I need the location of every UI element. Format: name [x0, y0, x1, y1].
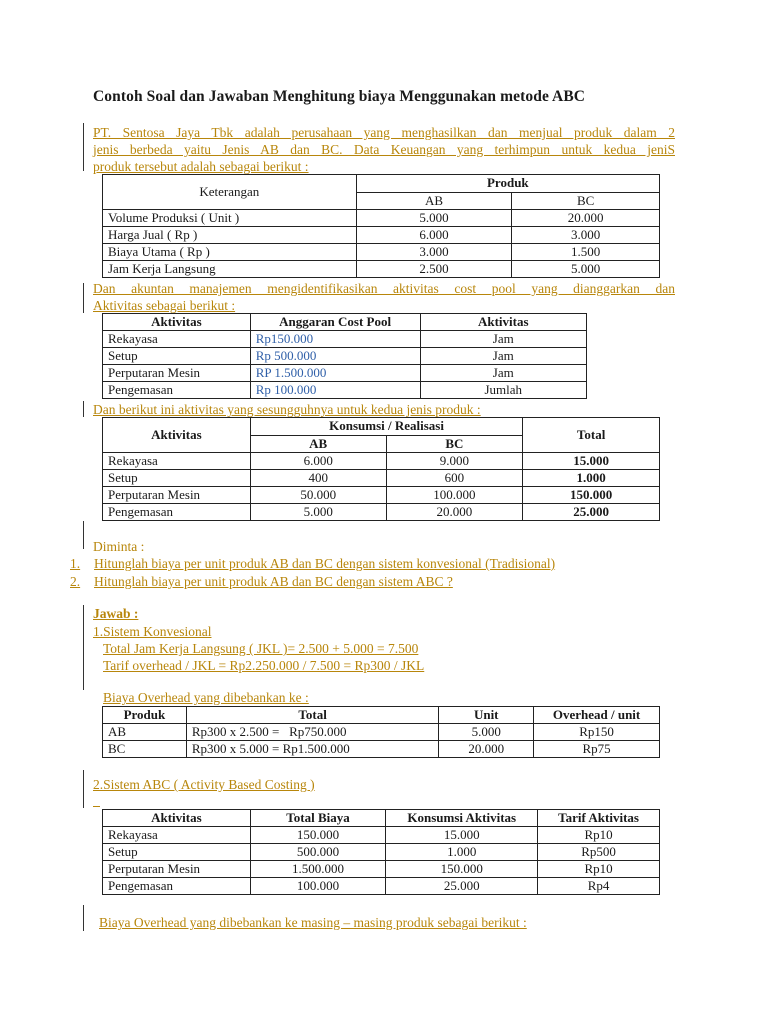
cell: 50.000	[250, 487, 386, 504]
change-marker	[83, 521, 84, 549]
cell: 3.000	[512, 227, 660, 244]
cell: Perputaran Mesin	[103, 487, 251, 504]
header-produk: Produk	[356, 175, 659, 193]
cell: 600	[386, 470, 523, 487]
table-row	[103, 827, 660, 844]
cell: Rekayasa	[103, 331, 251, 348]
cell: Perputaran Mesin	[103, 365, 251, 382]
header-bc: BC	[512, 192, 660, 210]
table-row	[103, 504, 660, 521]
intro-line: PT. Sentosa Jaya Tbk adalah perusahaan yang menghasilkan dan menjual produk dalam 2	[93, 125, 675, 140]
table-row	[103, 861, 660, 878]
cell: Rp 100.000	[250, 382, 420, 399]
cell: 20.000	[439, 741, 534, 758]
table-row	[103, 844, 660, 861]
cell: 6.000	[356, 227, 512, 244]
header-ab: AB	[356, 192, 512, 210]
header-keterangan: Keterangan	[103, 175, 357, 210]
product-data-table	[102, 174, 660, 278]
header-total-biaya: Total Biaya	[250, 810, 386, 827]
cell: 1.000	[523, 470, 660, 487]
table-row	[103, 724, 660, 741]
header-aktivitas-unit: Aktivitas	[420, 314, 586, 331]
overhead-label: Biaya Overhead yang dibebankan ke :	[103, 690, 309, 705]
cell: 400	[250, 470, 386, 487]
table-row	[103, 382, 587, 399]
cell: Pengemasan	[103, 504, 251, 521]
header-total: Total	[186, 707, 439, 724]
jkl-text: Total Jam Kerja Langsung ( JKL )= 2.500 + 5.000 = 7.500	[103, 641, 419, 656]
change-marker	[83, 770, 84, 808]
cell: Rp500	[538, 844, 660, 861]
cell: 9.000	[386, 453, 523, 470]
cell: Rp75	[534, 741, 660, 758]
header-konsumsi-aktivitas: Konsumsi Aktivitas	[386, 810, 538, 827]
change-marker	[83, 283, 84, 313]
cost-pool-table	[102, 313, 587, 399]
table-row	[103, 470, 660, 487]
cell: Perputaran Mesin	[103, 861, 251, 878]
cell: 15.000	[386, 827, 538, 844]
cell: 25.000	[386, 878, 538, 895]
cell: Volume Produksi ( Unit )	[103, 210, 357, 227]
cell: 1.000	[386, 844, 538, 861]
section2-heading: 2.Sistem ABC ( Activity Based Costing )	[93, 777, 315, 792]
table-row	[103, 487, 660, 504]
question-number: 2.	[70, 574, 81, 589]
cell: 1.500.000	[250, 861, 386, 878]
cell: Setup	[103, 348, 251, 365]
actual-activity-text: Dan berikut ini aktivitas yang sesungguhnya untuk kedua jenis produk :	[93, 402, 481, 417]
final-overhead-text: Biaya Overhead yang dibebankan ke masing – masing produk sebagai berikut :	[99, 915, 527, 930]
cell: 5.000	[250, 504, 386, 521]
change-marker	[83, 905, 84, 931]
header-produk: Produk	[103, 707, 187, 724]
table-row	[103, 210, 660, 227]
cell: Rp300 x 2.500 = Rp750.000	[186, 724, 439, 741]
table-row	[103, 348, 587, 365]
cell: Rp150	[534, 724, 660, 741]
cell: 5.000	[512, 261, 660, 278]
header-unit: Unit	[439, 707, 534, 724]
cell: Rp 500.000	[250, 348, 420, 365]
jawab-label: Jawab :	[93, 606, 139, 621]
cell: 2.500	[356, 261, 512, 278]
cell: 15.000	[523, 453, 660, 470]
question-number: 1.	[70, 556, 81, 571]
overhead-table	[102, 706, 660, 758]
table-row	[103, 453, 660, 470]
section1-heading: 1.Sistem Konvesional	[93, 624, 212, 639]
abc-tariff-table	[102, 809, 660, 895]
question-item	[70, 555, 555, 572]
header-tarif-aktivitas: Tarif Aktivitas	[538, 810, 660, 827]
cell: Rp4	[538, 878, 660, 895]
cell: 20.000	[386, 504, 523, 521]
para-line: Aktivitas sebagai berikut :	[93, 298, 236, 313]
header-anggaran: Anggaran Cost Pool	[250, 314, 420, 331]
table-row	[103, 331, 587, 348]
change-marker	[83, 123, 84, 171]
cell: Biaya Utama ( Rp )	[103, 244, 357, 261]
cell: Jam	[420, 348, 586, 365]
header-total: Total	[523, 418, 660, 453]
change-marker	[83, 401, 84, 417]
table-row	[103, 244, 660, 261]
cell: 100.000	[250, 878, 386, 895]
cell: Setup	[103, 470, 251, 487]
cell: Jam	[420, 365, 586, 382]
cell: Setup	[103, 844, 251, 861]
cell: BC	[103, 741, 187, 758]
header-bc: BC	[386, 435, 523, 453]
cell: Rekayasa	[103, 453, 251, 470]
tarif-text: Tarif overhead / JKL = Rp2.250.000 / 7.500 = Rp300 / JKL	[103, 658, 425, 673]
cell: Jam	[420, 331, 586, 348]
cost-pool-paragraph	[93, 280, 675, 314]
cell: Rp10	[538, 827, 660, 844]
intro-line: jenis berbeda yaitu Jenis AB dan BC. Data Keuangan yang terhimpun untuk kedua jeniS	[93, 142, 675, 157]
question-text: Hitunglah biaya per unit produk AB dan BC dengan sistem konvesional (Tradisional)	[94, 556, 556, 571]
cell: Rp150.000	[250, 331, 420, 348]
change-marker	[83, 605, 84, 690]
table-row	[103, 741, 660, 758]
header-aktivitas: Aktivitas	[103, 810, 251, 827]
header-overhead: Overhead / unit	[534, 707, 660, 724]
cell: Rp10	[538, 861, 660, 878]
cell: Rekayasa	[103, 827, 251, 844]
cell: AB	[103, 724, 187, 741]
header-ab: AB	[250, 435, 386, 453]
cell: Jumlah	[420, 382, 586, 399]
page-title: Contoh Soal dan Jawaban Menghitung biaya Menggunakan metode ABC	[93, 88, 586, 105]
intro-line: produk tersebut adalah sebagai berikut :	[93, 159, 309, 174]
cell: 150.000	[523, 487, 660, 504]
header-konsumsi: Konsumsi / Realisasi	[250, 418, 522, 436]
cell: 3.000	[356, 244, 512, 261]
cell: 150.000	[250, 827, 386, 844]
question-item	[70, 573, 453, 590]
question-text: Hitunglah biaya per unit produk AB dan BC dengan sistem ABC ?	[94, 574, 453, 589]
cell: 500.000	[250, 844, 386, 861]
cell: Harga Jual ( Rp )	[103, 227, 357, 244]
cell: 5.000	[439, 724, 534, 741]
cell: RP 1.500.000	[250, 365, 420, 382]
diminta-label: Diminta :	[93, 539, 145, 554]
header-aktivitas: Aktivitas	[103, 418, 251, 453]
cell: 25.000	[523, 504, 660, 521]
consumption-table	[102, 417, 660, 521]
table-row	[103, 261, 660, 278]
underline-mark	[93, 806, 100, 807]
para-line: Dan akuntan manajemen mengidentifikasikan aktivitas cost pool yang dianggarkan dan	[93, 281, 675, 296]
cell: 1.500	[512, 244, 660, 261]
cell: 5.000	[356, 210, 512, 227]
cell: Rp300 x 5.000 = Rp1.500.000	[186, 741, 439, 758]
cell: 6.000	[250, 453, 386, 470]
cell: Jam Kerja Langsung	[103, 261, 357, 278]
cell: 100.000	[386, 487, 523, 504]
header-aktivitas: Aktivitas	[103, 314, 251, 331]
table-row	[103, 227, 660, 244]
table-row	[103, 365, 587, 382]
table-row	[103, 878, 660, 895]
cell: Pengemasan	[103, 878, 251, 895]
cell: Pengemasan	[103, 382, 251, 399]
intro-paragraph	[93, 124, 675, 175]
cell: 20.000	[512, 210, 660, 227]
cell: 150.000	[386, 861, 538, 878]
